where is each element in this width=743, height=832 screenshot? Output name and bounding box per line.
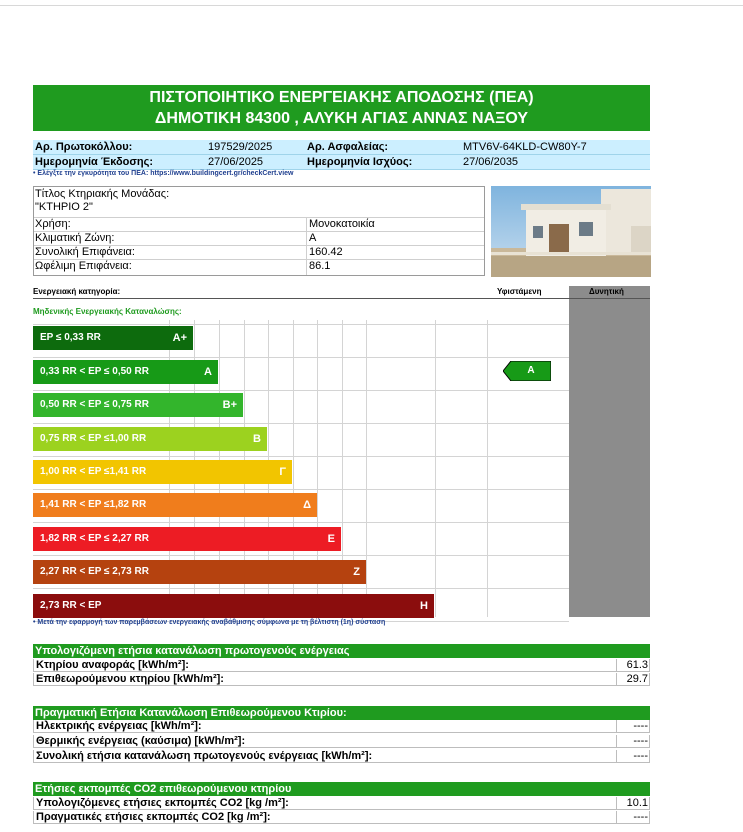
- grid-vertical-line: [366, 320, 367, 617]
- calc-row-reference: [33, 659, 650, 672]
- co2-section-title: Ετήσιες εκπομπές CO2 επιθεωρούμενου κτηρίου: [33, 782, 650, 796]
- security-label: Αρ. Ασφαλείας:: [307, 141, 389, 153]
- info-row-dates: [33, 155, 650, 170]
- band-range-label: 2,73 RR < EP: [40, 600, 102, 611]
- calc-row-inspected: [33, 673, 650, 686]
- energy-band-5: [33, 460, 292, 484]
- row-divider: [616, 720, 617, 733]
- row-divider: [616, 811, 617, 824]
- total-area-label: Συνολική Επιφάνεια:: [35, 246, 135, 258]
- grid-horizontal-line: [33, 522, 569, 523]
- zone-value: A: [309, 232, 317, 244]
- electric-value: ----: [633, 720, 648, 732]
- energy-band-3: [33, 393, 243, 417]
- thermal-label: Θερμικής ενέργειας (καύσιμα) [kWh/m²]:: [36, 735, 246, 747]
- rating-header-rule: [33, 298, 650, 299]
- electric-label: Ηλεκτρικής ενέργειας [kWh/m²]:: [36, 720, 202, 732]
- row-divider: [616, 750, 617, 763]
- recommendation-note: • Μετά την εφαρμογή των παρεμβάσεων ενεργειακής αναβάθμισης σύμφωνα με τη βέλτιστη (1η) σύσταση: [33, 619, 386, 626]
- band-class-letter: B+: [222, 399, 237, 411]
- calc-section-title: Υπολογιζόμενη ετήσια κατανάλωση πρωτογενούς ενέργειας: [33, 644, 650, 658]
- zero-energy-label: Μηδενικής Ενεργειακής Καταναλώσης:: [33, 307, 182, 316]
- row-divider: [616, 735, 617, 748]
- band-range-label: 0,33 RR < EP ≤ 0,50 RR: [40, 366, 149, 377]
- grid-horizontal-line: [33, 489, 569, 490]
- unit-title-label: Τίτλος Κτηριακής Μονάδας:: [35, 188, 170, 200]
- co2-actual-value: ----: [633, 811, 648, 823]
- band-class-letter: A: [204, 366, 212, 378]
- co2-actual-label: Πραγματικές ετήσιες εκπομπές CO2 [kg /m²]:: [36, 811, 271, 823]
- valid-date-value: 27/06/2035: [463, 156, 519, 168]
- co2-row-calculated: [33, 797, 650, 810]
- potential-column: [569, 286, 650, 617]
- property-row-use: [34, 217, 484, 230]
- grid-horizontal-line: [33, 588, 569, 589]
- grid-horizontal-line: [33, 456, 569, 457]
- security-value: MTV6V-64KLD-CW80Y-7: [463, 141, 587, 153]
- grid-horizontal-line: [33, 390, 569, 391]
- band-range-label: 2,27 RR < EP ≤ 2,73 RR: [40, 566, 149, 577]
- issue-date-value: 27/06/2025: [208, 156, 264, 168]
- row-divider: [616, 659, 617, 672]
- energy-band-7: [33, 527, 341, 551]
- energy-band-8: [33, 560, 366, 584]
- protocol-label: Αρ. Πρωτοκόλλου:: [35, 141, 133, 153]
- band-class-letter: Z: [353, 566, 360, 578]
- row-divider: [616, 797, 617, 810]
- existing-column-label: Υφιστάμενη: [497, 287, 542, 296]
- check-validity-link[interactable]: • Ελέγξτε την εγκυρότητα του ΠΕΑ: https://www.buildingcert.gr/checkCert.view: [33, 170, 294, 177]
- grid-horizontal-line: [33, 423, 569, 424]
- band-class-letter: Δ: [303, 499, 311, 511]
- certificate-address: ΔΗΜΟΤΙΚΗ 84300 , ΑΛΥΚΗ ΑΓΙΑΣ ΑΝΝΑΣ ΝΑΞΟΥ: [154, 110, 529, 127]
- band-range-label: 1,41 RR < EP ≤1,82 RR: [40, 499, 147, 510]
- certificate-header: [33, 85, 650, 131]
- row-divider: [616, 673, 617, 686]
- protocol-value: 197529/2025: [208, 141, 273, 153]
- info-row-protocol: [33, 140, 650, 155]
- co2-calculated-value: 10.1: [626, 797, 648, 809]
- actual-row-total: [33, 750, 650, 763]
- grid-horizontal-line: [33, 357, 569, 358]
- band-class-letter: E: [327, 533, 335, 545]
- property-table: [33, 186, 485, 276]
- current-class-arrow: [503, 361, 551, 386]
- certificate-title: ΠΙΣΤΟΠΟΙΗΤΙΚΟ ΕΝΕΡΓΕΙΑΚΗΣ ΑΠΟΔΟΣΗΣ (ΠΕΑ): [149, 89, 534, 106]
- co2-row-actual: [33, 811, 650, 824]
- energy-band-6: [33, 493, 317, 517]
- actual-row-electric: [33, 720, 650, 733]
- inspected-value: 29.7: [626, 673, 648, 685]
- building-photo-illustration: [491, 186, 651, 277]
- total-primary-label: Συνολική ετήσια κατανάλωση πρωτογενούς ενέργειας [kWh/m²]:: [36, 750, 373, 762]
- band-class-letter: Γ: [279, 466, 286, 478]
- grid-vertical-line: [487, 320, 488, 617]
- potential-column-label: Δυνητική: [589, 287, 624, 296]
- zone-label: Κλιματική Ζώνη:: [35, 232, 115, 244]
- property-row-total-area: [34, 245, 484, 258]
- use-label: Χρήση:: [35, 218, 71, 230]
- inspected-label: Επιθεωρούμενου κτηρίου [kWh/m²]:: [36, 673, 224, 685]
- band-class-letter: H: [420, 600, 428, 612]
- valid-date-label: Ημερομηνία Ισχύος:: [307, 156, 413, 168]
- thermal-value: ----: [633, 735, 648, 747]
- band-range-label: 1,00 RR < EP ≤1,41 RR: [40, 466, 147, 477]
- current-class-value: A: [527, 365, 535, 376]
- usable-area-value: 86.1: [309, 260, 331, 272]
- usable-area-label: Ωφέλιμη Επιφάνεια:: [35, 260, 132, 272]
- energy-band-1: [33, 326, 193, 350]
- band-class-letter: B: [253, 433, 261, 445]
- page-top-border: [0, 5, 743, 6]
- co2-calculated-label: Υπολογιζόμενες ετήσιες εκπομπές CO2 [kg /m²]:: [36, 797, 289, 809]
- band-range-label: EP ≤ 0,33 RR: [40, 332, 101, 343]
- actual-row-thermal: [33, 735, 650, 748]
- band-range-label: 0,75 RR < EP ≤1,00 RR: [40, 433, 147, 444]
- use-value: Μονοκατοικία: [309, 218, 375, 230]
- band-class-letter: A+: [172, 332, 187, 344]
- energy-band-2: [33, 360, 218, 384]
- grid-horizontal-line: [33, 555, 569, 556]
- reference-value: 61.3: [626, 659, 648, 671]
- property-row-usable-area: [34, 259, 484, 272]
- reference-label: Κτηρίου αναφοράς [kWh/m²]:: [36, 659, 189, 671]
- grid-horizontal-line: [33, 324, 569, 325]
- actual-section-title: Πραγματική Ετήσια Κατανάλωση Επιθεωρούμενου Κτιρίου:: [33, 706, 650, 720]
- total-area-value: 160.42: [309, 246, 343, 258]
- property-col-divider: [306, 217, 307, 275]
- property-row-zone: [34, 231, 484, 244]
- energy-band-9: [33, 594, 434, 618]
- band-range-label: 0,50 RR < EP ≤ 0,75 RR: [40, 399, 149, 410]
- energy-band-4: [33, 427, 267, 451]
- issue-date-label: Ημερομηνία Έκδοσης:: [35, 156, 154, 168]
- band-range-label: 1,82 RR < EP ≤ 2,27 RR: [40, 533, 149, 544]
- energy-category-label: Ενεργειακή κατηγορία:: [33, 287, 121, 296]
- total-primary-value: ----: [633, 750, 648, 762]
- unit-title-value: "ΚΤΗΡΙΟ 2": [35, 201, 93, 213]
- building-photo: [491, 186, 651, 277]
- grid-vertical-line: [435, 320, 436, 617]
